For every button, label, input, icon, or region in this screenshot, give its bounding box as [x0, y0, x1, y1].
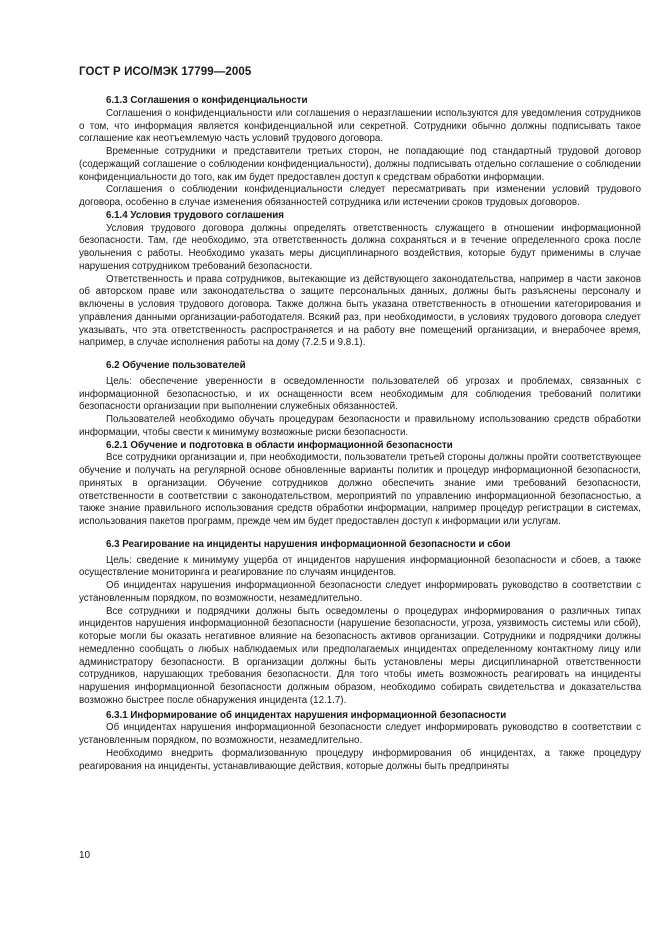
section-heading: 6.1.4 Условия трудового соглашения	[106, 209, 284, 221]
section-heading: 6.1.3 Соглашения о конфиденциальности	[106, 95, 308, 106]
paragraph: Пользователей необходимо обучать процедурам безопасности и правильному использованию средств обработки информации, чтобы свести к минимуму возможные риски безопасности.	[79, 414, 641, 438]
paragraph: Временные сотрудники и представители третьих сторон, не попадающие под стандартный трудовой договор (содержащий соглашение о соблюдении конфиденциальности), должны подписывать отдельно соглашение о соблюдении конфиденциальности до того, как им будет предоставлен доступ к средствам обработки информации.	[79, 146, 641, 183]
page-number: 10	[79, 850, 91, 861]
section-heading: 6.3 Реагирование на инциденты нарушения информационной безопасности и сбои	[106, 538, 511, 550]
paragraph: Цель: сведение к минимуму ущерба от инцидентов нарушения информационной безопасности и сбоев, а также осуществление мониторинга и реагирование по случаям инцидентов.	[79, 554, 641, 579]
section-heading: 6.3.1 Информирование об инцидентах нарушения информационной безопасности	[106, 709, 507, 721]
paragraph: Соглашения о соблюдении конфиденциальности следует пересматривать при изменении условий трудового договора, особенно в случае изменения обязанностей сотрудника или истечении сроков трудовых договоров.	[79, 184, 641, 208]
document-body	[79, 95, 641, 773]
section-heading: 6.2 Обучение пользователей	[106, 360, 246, 371]
paragraph: Условия трудового договора должны определять ответственность служащего в отношении информационной безопасности. Там, где необходимо, эта ответственность должна сохраняться и в течение определенного срока после увольнения с работы. Необходимо указать меры дисциплинарного воздействия, которые будут применимы в случае нарушения сотрудником требований безопасности.	[79, 222, 641, 272]
paragraph: Цель: обеспечение уверенности в осведомленности пользователей об угрозах и проблемах, связанных с информационной безопасностью, и их оснащенности всем необходимым для соблюдения требований политики безопасности организации при выполнении служебных обязанностей.	[79, 375, 641, 413]
paragraph: Необходимо внедрить формализованную процедуру информирования об инцидентах, а также процедуру реагирования на инциденты, устанавливающие действия, которые должны быть предприняты	[79, 747, 641, 772]
paragraph: Об инцидентах нарушения информационной безопасности следует информировать руководство в соответствии с установленным порядком, по возможности, незамедлительно.	[79, 580, 641, 604]
page-header: ГОСТ Р ИСО/МЭК 17799—2005	[79, 66, 252, 78]
paragraph: Все сотрудники организации и, при необходимости, пользователи третьей стороны должны пройти соответствующее обучение и получать на регулярной основе обновленные варианты политик и процедур информационной безопасности, принятых в организации. Обучение сотрудников должно обеспечить знание ими требований безопасности, ответственности в соответствии с законодательством, мероприятий по управлению информационной безопасностью, а также знание правильного использования средств обработки информации, например процедур регистрации в системах, использования пакетов программ, прежде чем им будет предоставлен доступ к информации или услугам.	[79, 452, 641, 527]
paragraph: Все сотрудники и подрядчики должны быть осведомлены о процедурах информирования о различных типах инцидентов нарушения информационной безопасности (нарушение безопасности, угроза, уязвимость системы или сбой), которые могли бы оказать негативное влияние на безопасность активов организации. Сотрудники и подрядчики должны немедленно сообщать о любых наблюдаемых или предполагаемых инцидентах определенному контактному лицу или администратору безопасности. В организации должны быть установлены меры дисциплинарной ответственности сотрудников, нарушающих требования безопасности. Для того чтобы иметь возможность реагировать на инциденты нарушения информационной безопасности должным образом, необходимо собирать свидетельства и доказательства возможно быстрее после обнаружения инцидента (12.1.7).	[79, 605, 641, 706]
paragraph: Соглашения о конфиденциальности или соглашения о неразглашении используются для уведомления сотрудников о том, что информация является конфиденциальной или секретной. Сотрудники обычно должны подписывать такое соглашение как неотъемлемую часть условий трудового договора.	[79, 107, 641, 145]
section-heading: 6.2.1 Обучение и подготовка в области информационной безопасности	[106, 439, 453, 451]
paragraph: Об инцидентах нарушения информационной безопасности следует информировать руководство в соответствии с установленным порядком, по возможности, незамедлительно.	[79, 722, 641, 746]
paragraph: Ответственность и права сотрудников, вытекающие из действующего законодательства, например в части законов об авторском праве или законодательства о защите персональных данных, должны быть разъяснены персоналу и включены в условия трудового договора. Также должна быть указана ответственность в отношении категорирования и управления данными организации-работодателя. Всякий раз, при необходимости, в условиях трудового договора следует указывать, что эта ответственность распространяется и на работу вне помещений организации, и внерабочее время, например, в случае исполнения работы на дому (7.2.5 и 9.8.1).	[79, 273, 641, 349]
